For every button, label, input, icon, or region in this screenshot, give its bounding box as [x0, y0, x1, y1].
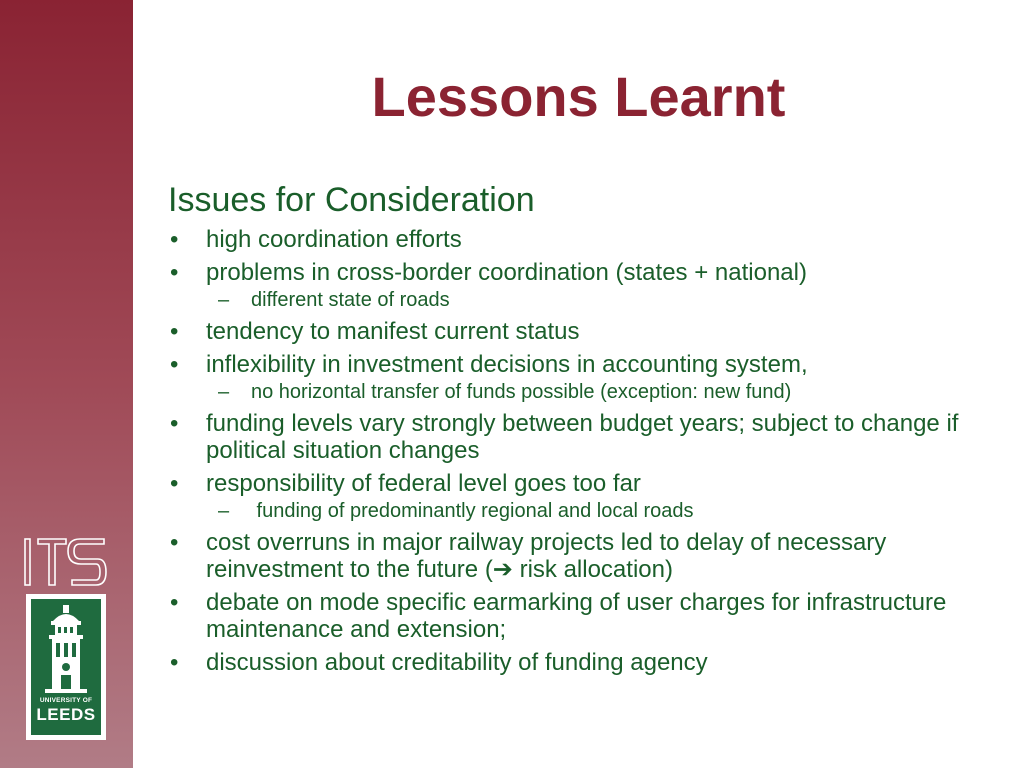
bullet-marker: •: [170, 351, 179, 378]
leeds-logo-name-text: LEEDS: [36, 705, 96, 724]
bullet-marker: •: [170, 318, 179, 345]
sub-bullet-marker: –: [218, 500, 230, 522]
bullet-item: [168, 318, 988, 345]
bullet-marker: •: [170, 589, 179, 616]
sidebar-band: [0, 0, 133, 768]
bullet-item: [168, 226, 988, 253]
sub-bullet-text: different state of roads: [251, 289, 450, 311]
bullet-text: high coordination efforts: [206, 226, 462, 253]
bullet-marker: •: [170, 470, 179, 497]
bullet-marker: •: [170, 226, 179, 253]
bullet-marker: •: [170, 410, 179, 437]
bullet-text: funding levels vary strongly between budget years; subject to change if political situation changes: [206, 410, 959, 464]
bullet-marker: •: [170, 259, 179, 286]
sub-bullet-text: no horizontal transfer of funds possible (exception: new fund): [251, 381, 792, 403]
sub-bullet-marker: –: [218, 289, 230, 311]
bullet-item: [168, 649, 988, 676]
bullet-item: [168, 470, 988, 497]
bullet-item: [168, 410, 988, 464]
university-of-leeds-logo: [26, 594, 106, 740]
sub-bullet-marker: –: [218, 381, 230, 403]
sub-bullet-item: [168, 499, 988, 523]
bullet-marker: •: [170, 529, 179, 556]
bullet-text: tendency to manifest current status: [206, 318, 580, 345]
slide-heading: Issues for Consideration: [168, 181, 535, 219]
sub-bullet-text: funding of predominantly regional and local roads: [251, 500, 694, 522]
bullet-item: [168, 589, 988, 643]
bullet-marker: •: [170, 649, 179, 676]
bullet-text: problems in cross-border coordination (states + national): [206, 259, 807, 286]
slide-title: Lessons Learnt: [371, 65, 786, 128]
bullet-text: discussion about creditability of funding agency: [206, 649, 708, 676]
bullet-item: [168, 351, 988, 378]
leeds-logo-university-text: UNIVERSITY OF: [39, 697, 93, 704]
bullet-item: [168, 259, 988, 286]
bullet-text: responsibility of federal level goes too far: [206, 470, 641, 497]
bullet-text: cost overruns in major railway projects led to delay of necessary reinvestment to the future (➔ risk allocation): [206, 529, 887, 583]
bullet-item: [168, 529, 988, 583]
sub-bullet-item: [168, 380, 988, 404]
its-logo-icon: [22, 536, 110, 588]
bullet-text: debate on mode specific earmarking of user charges for infrastructure maintenance and extension;: [206, 589, 947, 643]
sub-bullet-item: [168, 288, 988, 312]
bullet-text: inflexibility in investment decisions in accounting system,: [206, 351, 808, 378]
slide-content: [168, 180, 988, 682]
